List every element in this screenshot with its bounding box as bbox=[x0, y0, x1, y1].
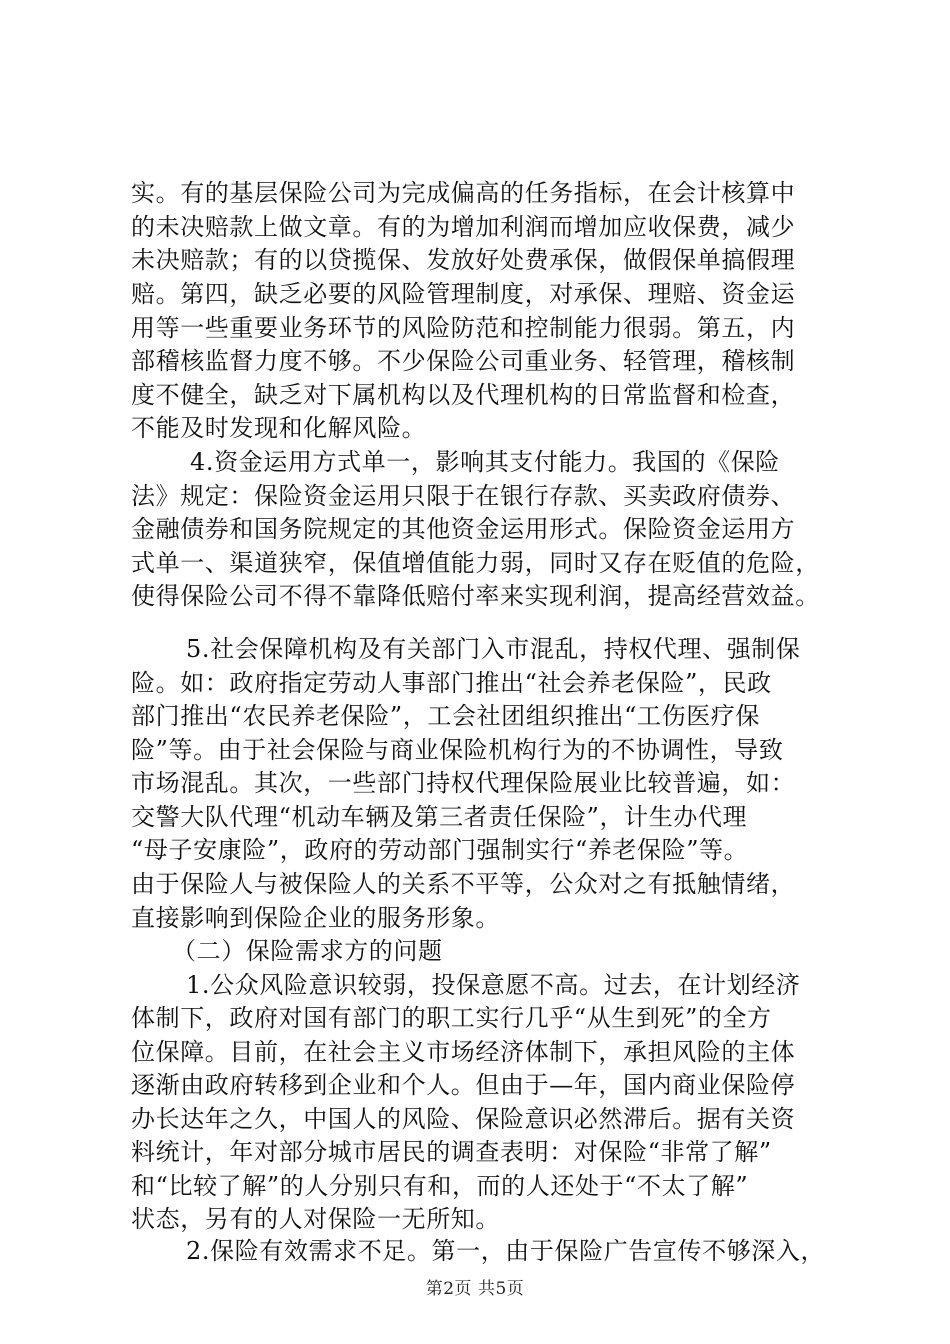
text-line: 赔。第四，缺乏必要的风险管理制度，对承保、理赔、资金运 bbox=[131, 280, 796, 308]
text-line: 市场混乱。其次，一些部门持权代理保险展业比较普遍，如： bbox=[131, 769, 796, 797]
text-line: 险。如：政府指定劳动人事部门推出“社会养老保险”，民政 bbox=[131, 669, 772, 697]
text-line: 交警大队代理“机动车辆及第三者责任保险”，计生办代理 bbox=[131, 803, 748, 831]
paragraph-start-line: 5.社会保障机构及有关部门入市混乱，持权代理、强制保 bbox=[186, 635, 801, 663]
text-line: 度不健全，缺乏对下属机构以及代理机构的日常监督和检查， bbox=[131, 381, 796, 409]
text-line: 逐渐由政府转移到企业和个人。但由于—年，国内商业保险停 bbox=[131, 1071, 796, 1099]
text-line: 金融债券和国务院规定的其他资金运用形式。保险资金运用方 bbox=[131, 515, 796, 543]
text-line: 料统计，年对部分城市居民的调查表明：对保险“非常了解” bbox=[131, 1138, 772, 1166]
text-line: 由于保险人与被保险人的关系不平等，公众对之有抵触情绪， bbox=[131, 870, 796, 898]
text-line: 法》规定：保险资金运用只限于在银行存款、买卖政府债券、 bbox=[131, 482, 796, 510]
text-line: 部门推出“农民养老保险”，工会社团组织推出“工伤医疗保 bbox=[131, 702, 761, 730]
paragraph-start-line: 1.公众风险意识较弱，投保意愿不高。过去，在计划经济 bbox=[186, 971, 801, 999]
text-line: “母子安康险”，政府的劳动部门强制实行“养老保险”等。 bbox=[131, 836, 749, 864]
text-line: 未决赔款；有的以贷揽保、发放好处费承保，做假保单搞假理 bbox=[131, 246, 796, 274]
text-line: 险”等。由于社会保险与商业保险机构行为的不协调性，导致 bbox=[131, 736, 784, 764]
paragraph-start-line: 2.保险有效需求不足。第一，由于保险广告宣传不够深入， bbox=[186, 1237, 826, 1265]
text-line: 式单一、渠道狭窄，保值增值能力弱，同时又存在贬值的危险， bbox=[131, 549, 820, 577]
text-line: 部稽核监督力度不够。不少保险公司重业务、轻管理，稽核制 bbox=[131, 347, 796, 375]
text-line: 状态，另有的人对保险一无所知。 bbox=[131, 1205, 500, 1233]
text-line: 直接影响到保险企业的服务形象。 bbox=[131, 904, 500, 932]
text-line: 使得保险公司不得不靠降低赔付率来实现利润，提高经营效益。 bbox=[131, 582, 820, 610]
text-line: 体制下，政府对国有部门的职工实行几乎“从生到死”的全方 bbox=[131, 1004, 772, 1032]
text-line: 和“比较了解”的人分别只有和，而的人还处于“不太了解” bbox=[131, 1172, 749, 1200]
page-number-footer: 第2页 共5页 bbox=[425, 1279, 525, 1299]
paragraph-start-line: 4.资金运用方式单一，影响其支付能力。我国的《保险 bbox=[190, 448, 780, 476]
text-line: 办长达年之久，中国人的风险、保险意识必然滞后。据有关资 bbox=[131, 1105, 796, 1133]
text-line: 的未决赔款上做文章。有的为增加利润而增加应收保费，减少 bbox=[131, 213, 796, 241]
text-line: 不能及时发现和化解风险。 bbox=[131, 414, 427, 442]
text-line: 位保障。目前，在社会主义市场经济体制下，承担风险的主体 bbox=[131, 1038, 796, 1066]
text-line: 用等一些重要业务环节的风险防范和控制能力很弱。第五，内 bbox=[131, 314, 796, 342]
text-line: 实。有的基层保险公司为完成偏高的任务指标，在会计核算中 bbox=[131, 179, 796, 207]
section-heading: （二）保险需求方的问题 bbox=[172, 937, 443, 965]
